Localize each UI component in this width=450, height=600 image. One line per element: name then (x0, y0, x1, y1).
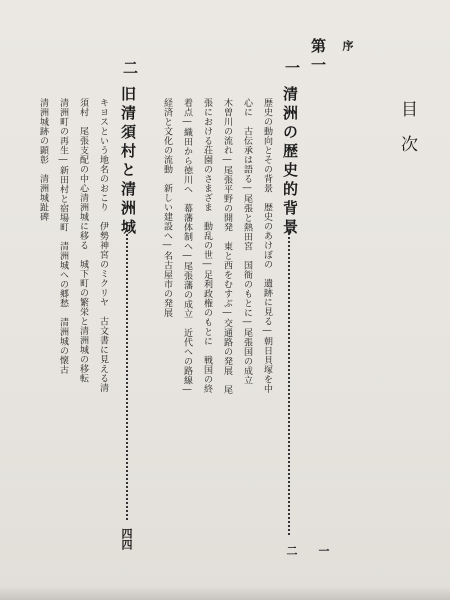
toc-entry: キヨスという地名のおこり 伊勢神宮のミクリヤ 古文書に見える清 (98, 98, 108, 393)
preface-label: 序 (341, 40, 354, 52)
chapter-page-number: 一 (317, 545, 330, 556)
toc-entry: 張における荘園のさまざま 動乱の世―足利政権のもとに 戦国の終 (202, 98, 212, 394)
toc-entry: 木曽川の流れ―尾張平野の開発 東と西をむすぶ―交通路の発展 尾 (222, 98, 232, 395)
section-1-page-number: 二 (285, 545, 298, 556)
section-1-title: 清洲の歴史的背景 (281, 86, 299, 238)
section-2-number: 二 (121, 60, 139, 75)
chapter-heading: 第一 (309, 38, 327, 76)
toc-entry: 歴史の動向とその背景 歴史のあけぼの 遺跡に見る―朝日貝塚を中 (262, 98, 272, 394)
section-1-number: 一 (283, 60, 301, 75)
section-2-leader (126, 230, 128, 520)
section-2-page-number: 四四 (120, 528, 133, 550)
toc-entry: 清洲町の再生―新田村と宿場町 清洲城への郷愁 清洲城の懐古 (58, 98, 68, 375)
toc-entry: 須村 尾張支配の中心清洲城に移る 城下町の繁栄と清洲城の移転 (78, 98, 88, 383)
page-edge-shadow (0, 586, 450, 600)
toc-title: 目次 (397, 100, 417, 170)
toc-entry: 心に 古伝承は語る―尾張と熱田宮 国衙のもとに―尾張国の成立 (242, 98, 252, 385)
section-2-title: 旧清須村と清洲城 (119, 86, 137, 238)
toc-entry: 着点―織田から徳川へ 幕藩体制へ―尾張藩の成立 近代への路線― (182, 98, 192, 396)
toc-entry: 清洲城跡の顕彰 清洲城趾碑 (38, 98, 48, 222)
toc-entry: 経済と文化の流動 新しい建設へ―名古屋市の発展 (162, 98, 172, 318)
section-1-leader (288, 230, 290, 535)
